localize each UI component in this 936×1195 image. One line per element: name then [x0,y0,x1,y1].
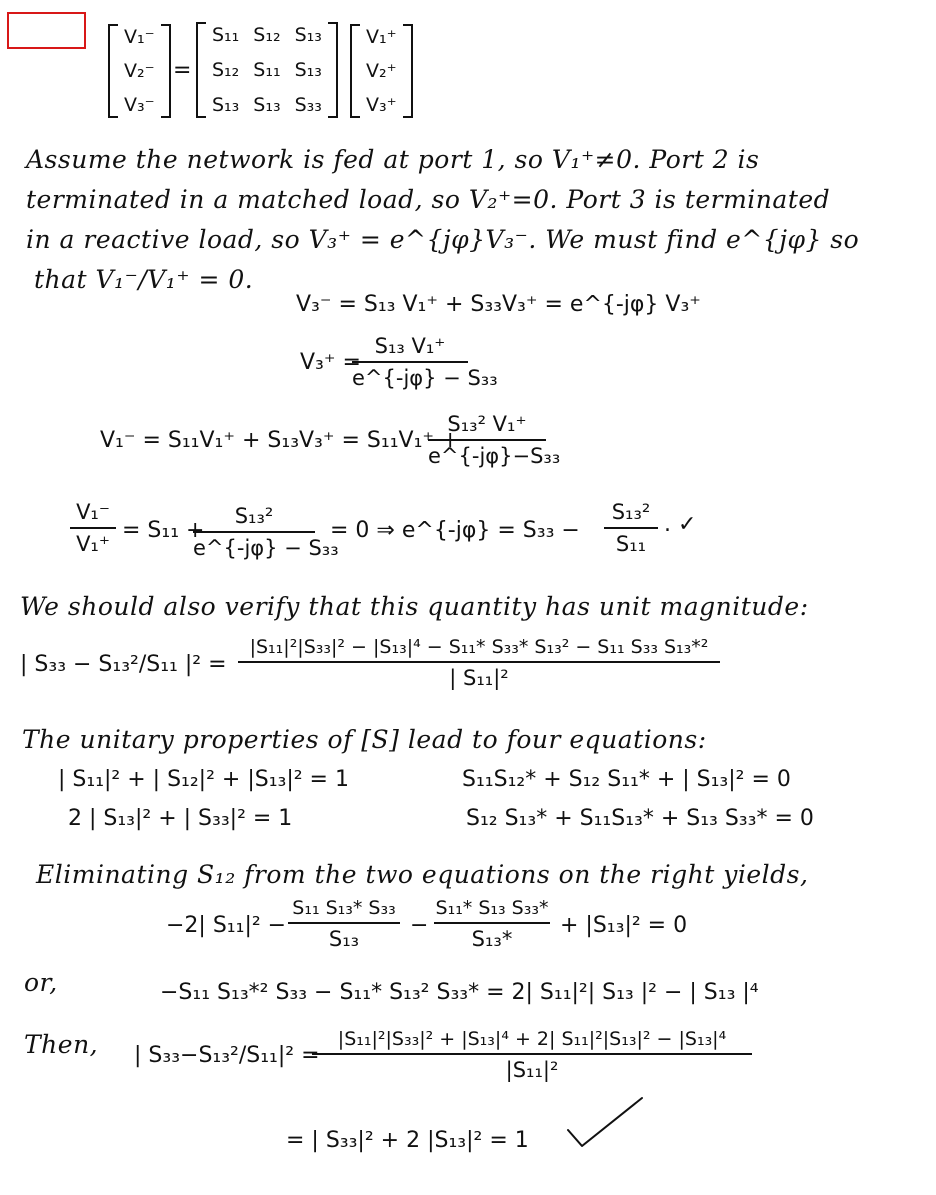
matrix-equals: = [173,58,192,83]
then-label: Then, [24,1030,99,1059]
s-cell: S₃₃ [294,94,322,116]
unitary-eq-3: S₁₁S₁₂* + S₁₂ S₁₁* + | S₁₃|² = 0 [462,767,791,792]
fraction-numerator: S₁₃² V₁⁺ [447,412,527,436]
eliminated-fraction-2 [434,897,550,951]
eliminated-eq-rhs: + |S₁₃|² = 0 [560,913,688,938]
fraction-denominator: S₁₃ [328,927,360,951]
fraction-numerator: S₁₁ S₁₃* S₃₃ [292,897,396,919]
eliminated-eq-lhs: −2| S₁₁|² − [166,913,287,938]
equation-ratio-mid: = S₁₁ + [122,518,205,543]
red-highlight-box [7,12,86,49]
s-cell: S₁₂ [253,24,281,46]
fraction-denominator: e^{-jφ} − S₃₃ [193,536,339,560]
rhs-vector [350,24,413,118]
equation-ratio-rhs: = 0 ⇒ e^{-jφ} = S₃₃ − [330,518,580,543]
fraction-numerator: S₁₃² [234,504,274,528]
lhs-v2: V₂⁻ [124,60,155,82]
equation-ephi-fraction [604,500,658,556]
equation-v1-minus-lhs: V₁⁻ = S₁₁V₁⁺ + S₁₃V₃⁺ = S₁₁V₁⁺ + [100,428,460,453]
s-cell: S₁₃ [294,59,322,81]
fraction-denominator: S₁₃* [471,927,513,951]
unitary-sentence: The unitary properties of [S] lead to four equations: [22,725,707,754]
fraction-numerator: S₁₁* S₁₃ S₃₃* [435,897,549,919]
para1-line1: Assume the network is fed at port 1, so V₁⁺≠0. Port 2 is [26,145,760,174]
unitary-eq-2: 2 | S₁₃|² + | S₃₃|² = 1 [68,806,293,831]
s-cell: S₁₃ [294,24,322,46]
rearranged-eq: −S₁₁ S₁₃*² S₃₃ − S₁₁* S₁₃² S₃₃* = 2| S₁₁|²| S₁₃ |² − | S₁₃ |⁴ [160,980,759,1005]
lhs-vector [108,24,171,118]
s-matrix [196,22,338,118]
verify-sentence: We should also verify that this quantity has unit magnitude: [20,592,809,621]
s-cell: S₁₃ [253,94,281,116]
s-cell: S₁₂ [212,59,240,81]
equation-v1-minus-fraction [428,412,561,468]
fraction-numerator: V₁⁻ [76,500,110,524]
final-fraction [312,1028,752,1082]
eliminated-minus: − [410,913,429,938]
fraction-numerator: S₁₃² [611,500,651,524]
rhs-v3: V₃⁺ [366,94,397,116]
final-result: = | S₃₃|² + 2 |S₁₃|² = 1 [286,1128,529,1153]
or-label: or, [24,968,58,997]
para1-line4: that V₁⁻/V₁⁺ = 0. [34,265,254,294]
final-lhs: | S₃₃−S₁₃²/S₁₁|² = [134,1043,320,1068]
eliminating-sentence: Eliminating S₁₂ from the two equations on the right yields, [36,860,809,889]
equation-ratio-fraction [193,504,339,560]
rhs-v1: V₁⁺ [366,26,397,48]
lhs-v3: V₃⁻ [124,94,155,116]
fraction-denominator: V₁⁺ [76,532,110,556]
equation-v3-plus-lhs: V₃⁺ = [300,350,361,375]
checkmark-1: . ✓ [664,512,697,537]
checkmark-icon [564,1094,646,1154]
fraction-denominator: | S₁₁|² [449,666,509,690]
s-cell: S₁₃ [212,94,240,116]
equation-v3-plus-fraction [352,334,498,390]
eliminated-fraction-1 [288,897,400,951]
equation-v3-minus: V₃⁻ = S₁₃ V₁⁺ + S₃₃V₃⁺ = e^{-jφ} V₃⁺ [296,292,701,317]
fraction-numerator: S₁₃ V₁⁺ [374,334,446,358]
s-cell: S₁₁ [253,59,281,81]
para1-line2: terminated in a matched load, so V₂⁺=0. Port 3 is terminated [26,185,831,214]
unitary-eq-1: | S₁₁|² + | S₁₂|² + |S₁₃|² = 1 [58,767,349,792]
fraction-numerator: |S₁₁|²|S₃₃|² − |S₁₃|⁴ − S₁₁* S₃₃* S₁₃² − S₁₁ S₃₃ S₁₃*² [249,636,709,658]
fraction-denominator: S₁₁ [615,532,647,556]
fraction-denominator: |S₁₁|² [505,1058,559,1082]
unitary-eq-4: S₁₂ S₁₃* + S₁₁S₁₃* + S₁₃ S₃₃* = 0 [466,806,814,831]
magnitude-lhs: | S₃₃ − S₁₃²/S₁₁ |² = [20,652,227,677]
para1-line3: in a reactive load, so V₃⁺ = e^{jφ}V₃⁻. We must find e^{jφ} so [26,225,860,254]
magnitude-fraction [238,636,720,690]
s-cell: S₁₁ [212,24,240,46]
rhs-v2: V₂⁺ [366,60,397,82]
fraction-numerator: |S₁₁|²|S₃₃|² + |S₁₃|⁴ + 2| S₁₁|²|S₁₃|² − |S₁₃|⁴ [337,1028,727,1050]
lhs-v1: V₁⁻ [124,26,155,48]
fraction-denominator: e^{-jφ}−S₃₃ [428,444,561,468]
ratio-v1-fraction [70,500,116,556]
fraction-denominator: e^{-jφ} − S₃₃ [352,366,498,390]
